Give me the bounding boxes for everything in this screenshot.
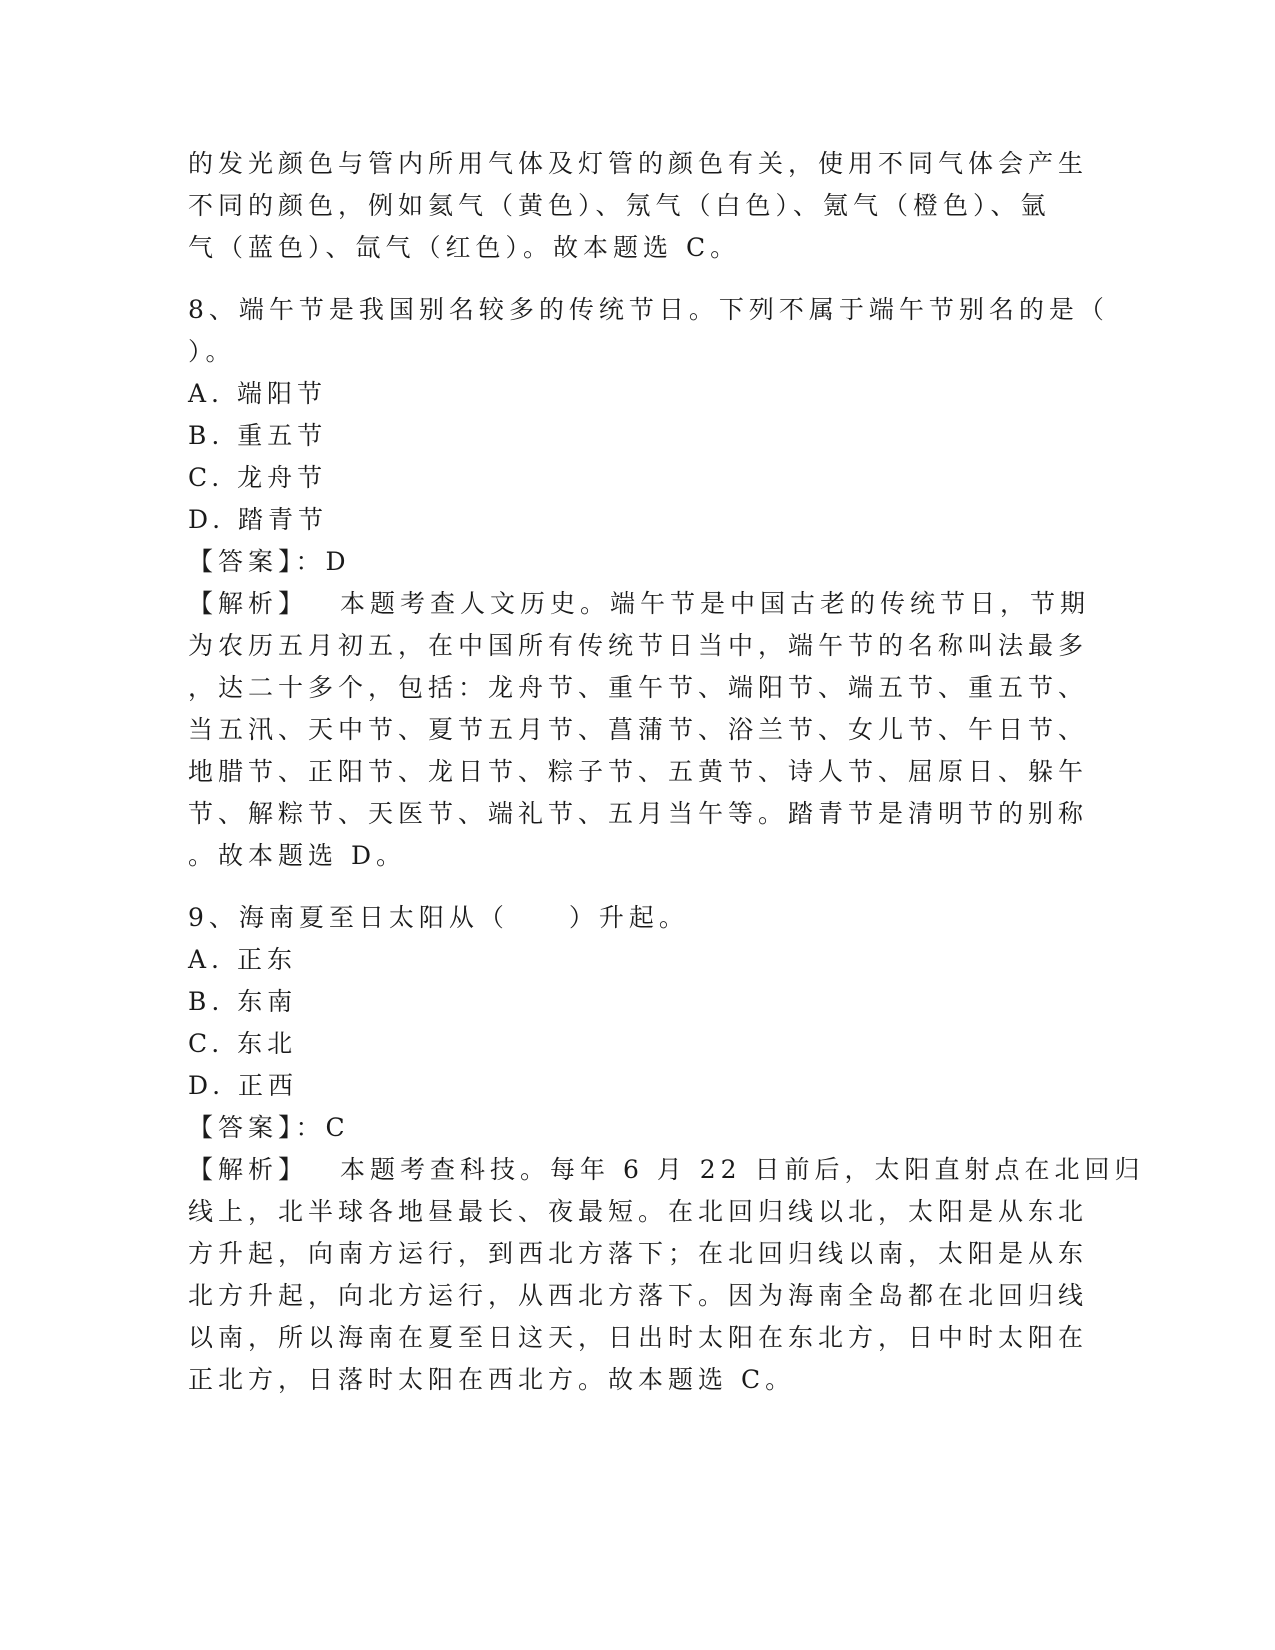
- text-line: 气（蓝色）、氙气（红色）。故本题选 C。: [188, 233, 741, 262]
- question-9-stem: 9、海南夏至日太阳从（ ）升起。: [188, 903, 689, 932]
- analysis-text: 本题考查人文历史。端午节是中国古老的传统节日，节期: [340, 589, 1091, 618]
- question-8-stem-cont: ）。: [188, 337, 236, 366]
- text-line: 不同的颜色，例如氦气（黄色）、氖气（白色）、氪气（橙色）、氩: [188, 191, 1051, 220]
- answer-value: D: [325, 547, 351, 576]
- question-9-option-a: A. 正东: [188, 945, 297, 974]
- question-9-analysis: [188, 1152, 1145, 1188]
- question-8-option-d: D. 踏青节: [188, 505, 329, 534]
- question-9-option-d: D. 正西: [188, 1071, 299, 1100]
- question-9-option-b: B. 东南: [188, 987, 298, 1016]
- analysis-line: 方升起，向南方运行，到西北方落下；在北回归线以南，太阳是从东: [188, 1239, 1089, 1268]
- analysis-line: 线上，北半球各地昼最长、夜最短。在北回归线以北，太阳是从东北: [188, 1197, 1089, 1226]
- analysis-text: 本题考查科技。每年 6 月 22 日前后，太阳直射点在北回归: [340, 1155, 1145, 1184]
- analysis-line: 正北方，日落时太阳在西北方。故本题选 C。: [188, 1365, 796, 1394]
- text-line: 的发光颜色与管内所用气体及灯管的颜色有关，使用不同气体会产生: [188, 149, 1089, 178]
- question-8-answer: [188, 544, 1088, 580]
- answer-value: C: [325, 1113, 350, 1142]
- question-9-answer: [188, 1110, 1088, 1146]
- analysis-line: 为农历五月初五，在中国所有传统节日当中，端午节的名称叫法最多: [188, 631, 1089, 660]
- answer-label: 【答案】：: [188, 547, 326, 576]
- question-8-option-c: C. 龙舟节: [188, 463, 328, 492]
- analysis-line: 节、解粽节、天医节、端礼节、五月当午等。踏青节是清明节的别称: [188, 799, 1089, 828]
- analysis-line: 北方升起，向北方运行，从西北方落下。因为海南全岛都在北回归线: [188, 1281, 1089, 1310]
- answer-label: 【答案】：: [188, 1113, 326, 1142]
- question-8-stem: 8、端午节是我国别名较多的传统节日。下列不属于端午节别名的是（: [188, 295, 1109, 324]
- question-8-analysis: [188, 586, 1091, 622]
- analysis-line: ，达二十多个，包括：龙舟节、重午节、端阳节、端五节、重五节、: [188, 673, 1089, 702]
- analysis-line: 地腊节、正阳节、龙日节、粽子节、五黄节、诗人节、屈原日、躲午: [188, 757, 1089, 786]
- analysis-line: 。故本题选 D。: [188, 841, 406, 870]
- question-8-option-b: B. 重五节: [188, 421, 328, 450]
- analysis-line: 以南，所以海南在夏至日这天，日出时太阳在东北方，日中时太阳在: [188, 1323, 1089, 1352]
- analysis-line: 当五汛、天中节、夏节五月节、菖蒲节、浴兰节、女儿节、午日节、: [188, 715, 1089, 744]
- question-8-option-a: A. 端阳节: [188, 379, 327, 408]
- question-9-option-c: C. 东北: [188, 1029, 298, 1058]
- analysis-label: 【解析】: [188, 589, 309, 618]
- analysis-label: 【解析】: [188, 1155, 309, 1184]
